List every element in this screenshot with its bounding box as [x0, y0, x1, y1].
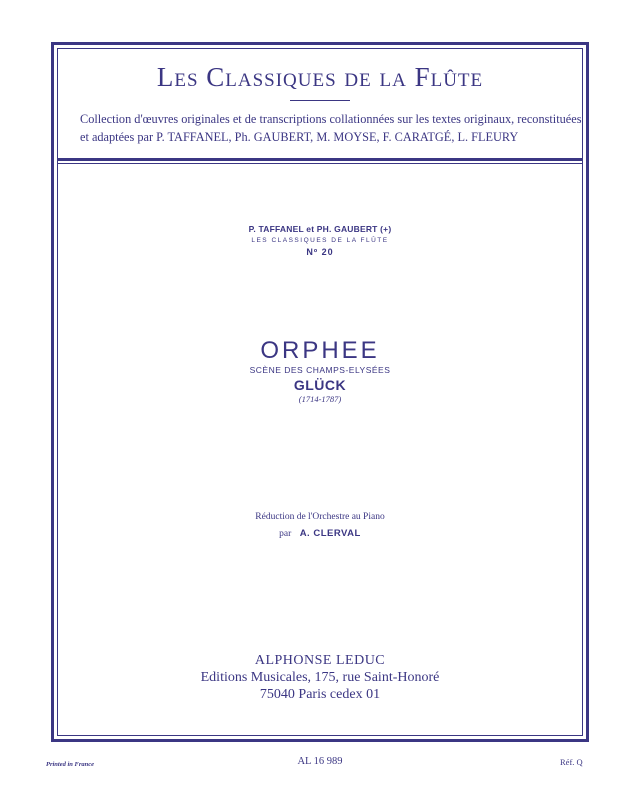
volume-number: Nº 20 — [306, 247, 334, 257]
series-title: Les Classiques de la Flûte — [156, 62, 484, 92]
editors: P. TAFFANEL et PH. GAUBERT (+) — [248, 224, 392, 234]
work-title: ORPHEE — [260, 337, 380, 364]
publisher-info — [57, 652, 583, 703]
header-divider-thin — [57, 163, 583, 164]
work-info — [57, 338, 583, 404]
collection-description-line2: et adaptées par P. TAFFANEL, Ph. GAUBERT, M. MOYSE, F. CARATGÉ, L. FLEURY — [80, 130, 519, 144]
catalog-number: AL 16 989 — [297, 756, 343, 767]
arranger-line — [57, 528, 583, 539]
publisher-address1: Editions Musicales, 175, rue Saint-Honoré — [200, 670, 440, 685]
composer-dates: (1714-1787) — [298, 394, 342, 404]
arranger-name: A. CLERVAL — [299, 528, 361, 539]
edition-info — [57, 224, 583, 257]
collection-description-line1: Collection d'œuvres originales et de transcriptions collationnées sur les textes originaux, reconstituées — [80, 112, 582, 126]
arranger-prefix: par — [279, 529, 292, 539]
reference-code: Réf. Q — [560, 757, 583, 767]
series-name-small: LES CLASSIQUES DE LA FLÛTE — [251, 237, 389, 244]
publisher-name: ALPHONSE LEDUC — [254, 653, 386, 668]
title-underline — [290, 100, 350, 101]
printed-in-note: Printed in France — [46, 761, 95, 768]
header-divider — [57, 158, 583, 161]
reduction-note: Réduction de l'Orchestre au Piano — [255, 512, 385, 522]
work-subtitle: SCÈNE DES CHAMPS-ELYSÉES — [249, 365, 391, 375]
composer-name: GLÜCK — [293, 377, 347, 393]
publisher-address2: 75040 Paris cedex 01 — [259, 687, 381, 702]
